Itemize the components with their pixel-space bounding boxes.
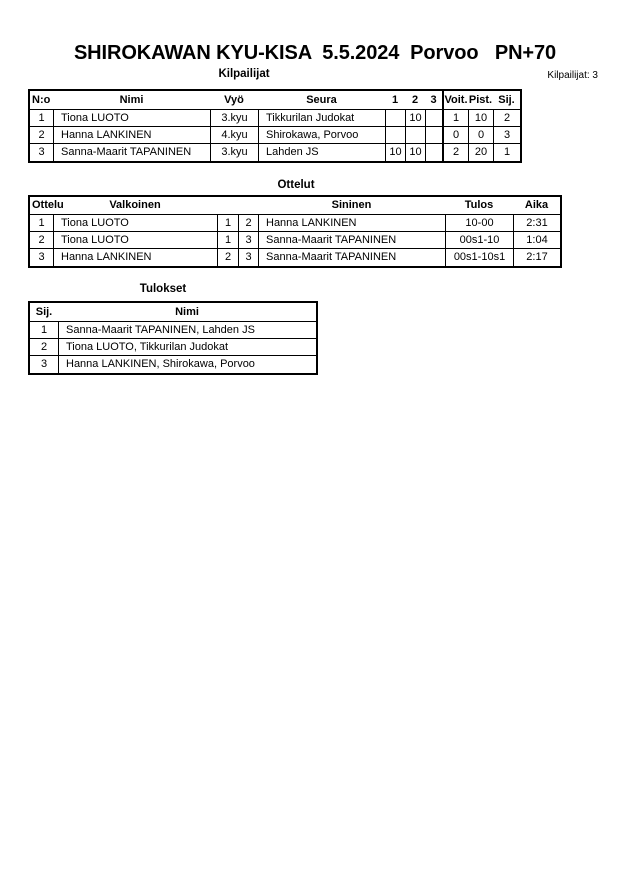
competitor-club: Shirokawa, Porvoo [258,127,385,143]
result-place: 2 [40,341,48,353]
competitor-wins: 1 [442,110,468,126]
competitor-points: 20 [468,144,493,161]
matches-table [28,195,562,268]
result-row [30,322,316,339]
match-white-number: 1 [217,232,238,248]
header-place: Sij. [35,306,53,318]
match-white-name: Tiona LUOTO [53,215,217,231]
competitor-match3-score [425,127,442,143]
results-table [28,301,318,375]
competitor-belt: 3.kyu [210,110,258,126]
header-match1: 1 [391,94,399,106]
page-title: SHIROKAWAN KYU-KISA 5.5.2024 Porvoo PN+70 [73,42,557,64]
match-result: 10-00 [445,215,513,231]
match-blue-name: Sanna-Maarit TAPANINEN [258,232,445,248]
match-result: 00s1-10 [445,232,513,248]
match-row [30,232,560,249]
header-white: Valkoinen [109,199,161,211]
match-no: 1 [38,217,45,229]
competitor-match2-score: 10 [405,110,425,126]
competitor-no: 2 [38,129,45,141]
competitor-place: 3 [493,127,520,143]
competitor-row [30,144,520,161]
matches-table-header [30,197,560,215]
header-name: Nimi [119,94,144,106]
result-name: Sanna-Maarit TAPANINEN, Lahden JS [58,322,316,338]
header-time: Aika [524,199,549,211]
competitor-place: 2 [493,110,520,126]
header-match: Ottelu [32,199,64,211]
match-white-number: 2 [217,249,238,266]
header-no: N:o [32,94,51,106]
match-white-number: 1 [217,215,238,231]
result-place: 1 [40,324,48,336]
results-table-header [30,303,316,322]
result-row [30,356,316,373]
match-time: 2:31 [513,215,560,231]
competitors-table [28,89,522,163]
header-place: Sij. [498,94,515,106]
header-blue-no [238,197,258,214]
competitor-place: 1 [493,144,520,161]
competitor-match3-score [425,144,442,161]
matches-section-title: Ottelut [277,179,315,191]
competitor-belt: 3.kyu [210,144,258,161]
result-name: Tiona LUOTO, Tikkurilan Judokat [58,339,316,355]
competitor-no: 1 [38,112,45,124]
header-name: Nimi [175,306,199,318]
competitor-match2-score: 10 [405,144,425,161]
header-belt: Vyö [224,94,244,106]
competitor-club: Lahden JS [258,144,385,161]
header-blue: Sininen [331,199,372,211]
competitor-no: 3 [38,146,45,158]
competitor-points: 0 [468,127,493,143]
result-place: 3 [40,358,48,370]
competitor-match1-score [385,110,405,126]
match-no: 2 [38,234,45,246]
header-match3: 3 [430,94,437,106]
header-points: Pist. [468,94,493,106]
competitor-match1-score: 10 [385,144,405,161]
header-white-no [217,197,238,214]
match-blue-name: Sanna-Maarit TAPANINEN [258,249,445,266]
result-row [30,339,316,356]
competitor-match1-score [385,127,405,143]
competitors-section-title: Kilpailijat [218,68,270,80]
match-blue-number: 2 [238,215,258,231]
competitor-wins: 2 [442,144,468,161]
competitor-row [30,127,520,144]
match-no: 3 [38,251,45,263]
match-result: 00s1-10s1 [445,249,513,266]
competitor-club: Tikkurilan Judokat [258,110,385,126]
header-match2: 2 [411,94,419,106]
competitor-wins: 0 [442,127,468,143]
competitor-match3-score [425,110,442,126]
competitor-name: Hanna LANKINEN [53,127,210,143]
match-white-name: Tiona LUOTO [53,232,217,248]
match-blue-number: 3 [238,249,258,266]
header-wins: Voit. [442,91,468,109]
match-white-name: Hanna LANKINEN [53,249,217,266]
match-blue-name: Hanna LANKINEN [258,215,445,231]
competitors-count: Kilpailijat: 3 [547,70,598,81]
competitors-table-header [30,91,520,110]
competitor-match2-score [405,127,425,143]
header-club: Seura [306,94,337,106]
result-name: Hanna LANKINEN, Shirokawa, Porvoo [58,356,316,373]
match-row [30,215,560,232]
match-blue-number: 3 [238,232,258,248]
competitor-name: Tiona LUOTO [53,110,210,126]
match-row [30,249,560,266]
results-section-title: Tulokset [139,283,187,295]
competitor-points: 10 [468,110,493,126]
header-result: Tulos [464,199,494,211]
match-time: 2:17 [513,249,560,266]
match-time: 1:04 [513,232,560,248]
competitor-row [30,110,520,127]
competitor-name: Sanna-Maarit TAPANINEN [53,144,210,161]
competitor-belt: 4.kyu [210,127,258,143]
